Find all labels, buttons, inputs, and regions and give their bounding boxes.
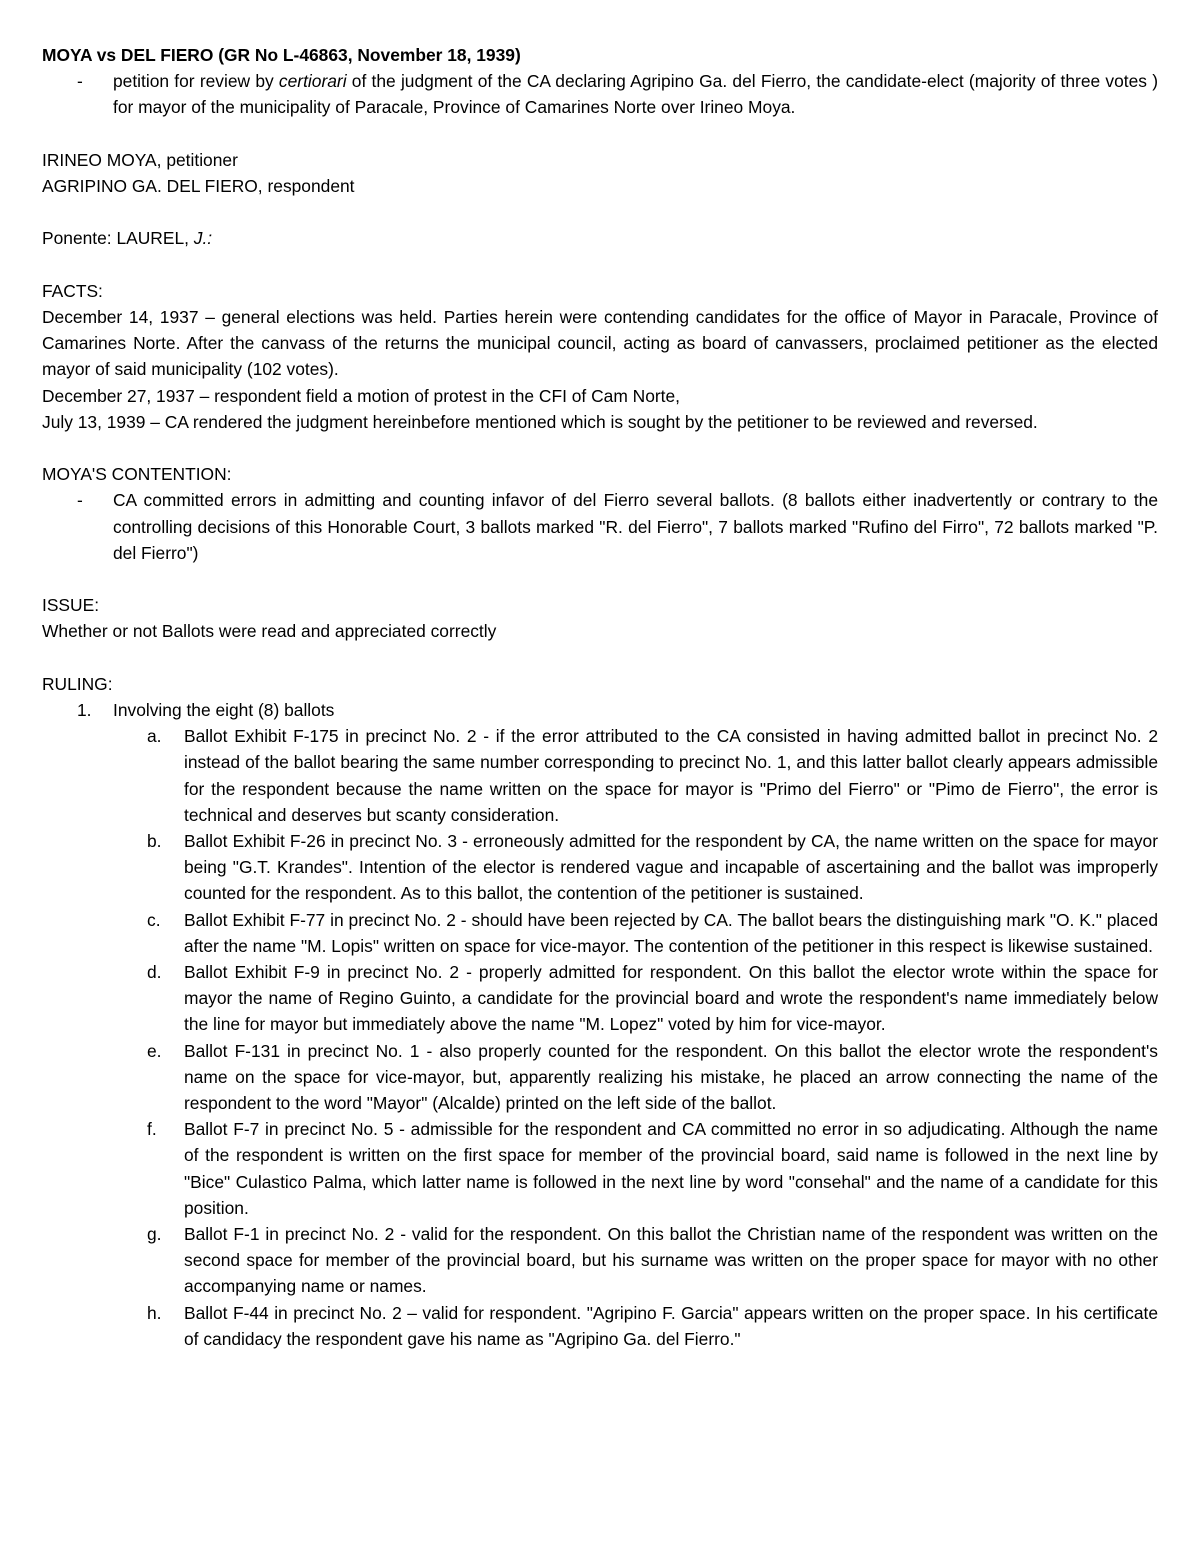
list-letter: h.	[147, 1302, 162, 1323]
spacer	[42, 645, 1158, 671]
dash-bullet: -	[77, 490, 83, 511]
intro-item	[42, 68, 1158, 120]
contention-text: CA committed errors in admitting and counting infavor of del Fierro several ballots. (8 ballots either inadvertently or contrary to the controlling decisions of this Honorable Court, 3 ballots marked "R. del Fierro", 7 ballots marked "Rufino del Firro", 72 ballots marked "P. del Fierro")	[113, 490, 1158, 563]
ballot-text: Ballot Exhibit F-77 in precinct No. 2 - should have been rejected by CA. The ballot bears the distinguishing mark "O. K." placed after the name "M. Lopis" written on space for vice-mayor. The contention of the petitioner in this respect is likewise sustained.	[184, 909, 1158, 956]
list-letter: c.	[147, 909, 161, 930]
ruling-heading: RULING:	[42, 673, 113, 694]
ballot-text: Ballot F-1 in precinct No. 2 - valid for the respondent. On this ballot the Christian name of the respondent was written on the second space for member of the provincial board, but his surname was written on the proper space for mayor with no other accompanying name or names.	[184, 1224, 1158, 1297]
dash-bullet: -	[77, 71, 83, 92]
ballot-item	[42, 1116, 1158, 1221]
ballot-item	[42, 828, 1158, 907]
list-letter: d.	[147, 962, 162, 983]
case-title: MOYA vs DEL FIERO (GR No L-46863, November 18, 1939)	[42, 45, 521, 65]
list-letter: f.	[147, 1119, 157, 1140]
intro-text-after: of the judgment of the CA declaring Agripino Ga. del Fierro, the candidate-elect (majority of three votes ) for mayor of the municipality of Paracale, Province of Camarines Norte over Irineo Moya.	[113, 71, 1158, 118]
list-letter: g.	[147, 1224, 162, 1245]
ballot-text: Ballot F-7 in precinct No. 5 - admissible for the respondent and CA committed no error in so adjudicating. Although the name of the respondent is written on the first space for member of the provincial board, said name is followed in the next line by "Bice" Culastico Palma, which latter name is followed in the next line by word "consehal" and the name of a candidate for this position.	[184, 1119, 1158, 1218]
facts-heading: FACTS:	[42, 280, 103, 301]
ponente-line	[42, 225, 1158, 251]
facts-paragraph: December 27, 1937 – respondent field a motion of protest in the CFI of Cam Norte,	[42, 385, 680, 406]
spacer	[42, 252, 1158, 278]
issue-text: Whether or not Ballots were read and appreciated correctly	[42, 621, 497, 642]
issue-heading: ISSUE:	[42, 595, 100, 616]
ballot-list	[42, 723, 1158, 1352]
ballot-text: Ballot F-131 in precinct No. 1 - also properly counted for the respondent. On this ballot the elector wrote the respondent's name on the space for vice-mayor, but, apparently realizing his mistake, he placed an arrow connecting the name of the respondent to the word "Mayor" (Alcalde) printed on the left side of the ballot.	[184, 1040, 1158, 1114]
ballot-item	[42, 1038, 1158, 1117]
ballot-item	[42, 1221, 1158, 1300]
ruling-item-text: Involving the eight (8) ballots	[113, 699, 335, 720]
facts-paragraph: December 14, 1937 – general elections was held. Parties herein were contending candidates for the office of Mayor in Paracale, Province of Camarines Norte. After the canvass of the returns the municipal council, acting as board of canvassers, proclaimed petitioner as the elected mayor of said municipality (102 votes).	[42, 306, 1158, 380]
respondent-line: AGRIPINO GA. DEL FIERO, respondent	[42, 176, 355, 196]
intro-text-before: petition for review by	[113, 71, 279, 92]
ballot-text: Ballot F-44 in precinct No. 2 – valid for respondent. "Agripino F. Garcia" appears written on the proper space. In his certificate of candidacy the respondent gave his name as "Agripino Ga. del Fierro."	[184, 1302, 1158, 1349]
intro-text-italic: certiorari	[278, 71, 347, 92]
ballot-text: Ballot Exhibit F-26 in precinct No. 3 - erroneously admitted for the respondent by CA, the name written on the space for mayor being "G.T. Krandes". Intention of the elector is rendered vague and incapable of ascertaining and the ballot was improperly counted for the respondent. As to this ballot, the contention of the petitioner is sustained.	[184, 831, 1158, 904]
list-number: 1.	[77, 699, 92, 720]
list-letter: e.	[147, 1040, 162, 1061]
ballot-text: Ballot Exhibit F-9 in precinct No. 2 - properly admitted for respondent. On this ballot the elector wrote within the space for mayor the name of Regino Guinto, a candidate for the provincial board and wrote the respondent's name immediately below the line for mayor but immediately above the name "M. Lopez" voted by him for vice-mayor.	[184, 962, 1158, 1035]
ponente-justice: J.:	[193, 228, 213, 249]
document-page	[42, 42, 1158, 1352]
list-letter: a.	[147, 726, 162, 747]
ballot-item	[42, 1300, 1158, 1352]
ballot-item	[42, 723, 1158, 828]
ponente-label: Ponente: LAUREL,	[42, 228, 194, 249]
ballot-text: Ballot Exhibit F-175 in precinct No. 2 - if the error attributed to the CA consisted in having admitted ballot in precinct No. 2 instead of the ballot bearing the same number corresponding to precinct No. 1, and this latter ballot clearly appears admissible for the respondent because the name written on the space for mayor is "Primo del Fierro" or "Pimo de Fierro", the error is technical and deserves but scanty consideration.	[184, 726, 1158, 825]
contention-heading: MOYA'S CONTENTION:	[42, 464, 232, 485]
spacer	[42, 435, 1158, 461]
list-letter: b.	[147, 831, 162, 851]
spacer	[42, 121, 1158, 147]
spacer	[42, 199, 1158, 225]
ballot-item	[42, 907, 1158, 959]
ballot-item	[42, 959, 1158, 1038]
contention-item	[42, 487, 1158, 566]
ruling-item	[42, 697, 1158, 723]
facts-paragraph: July 13, 1939 – CA rendered the judgment hereinbefore mentioned which is sought by the petitioner to be reviewed and reversed.	[42, 411, 1038, 432]
spacer	[42, 566, 1158, 592]
petitioner-line: IRINEO MOYA, petitioner	[42, 149, 238, 170]
